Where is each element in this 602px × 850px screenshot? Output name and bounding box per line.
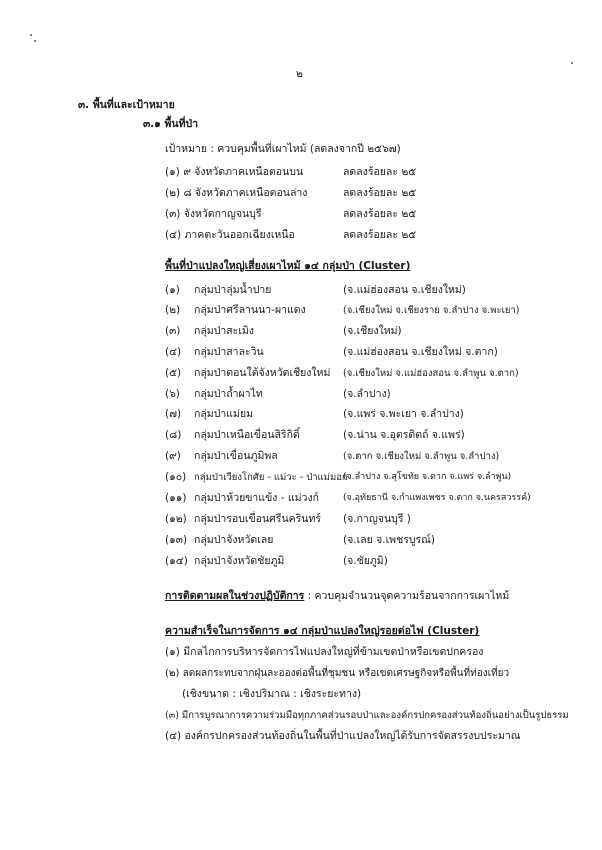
target-item-value: ลดลงร้อยละ ๒๕ [343,187,417,199]
page-number: ๒ [296,68,303,80]
cluster-name: กลุ่มป่าจังหวัดชัยภูมิ [194,555,285,567]
cluster-provinces: (จ.ลำปาง จ.สุโขทัย จ.ตาก จ.แพร่ จ.ลำพูน) [343,472,512,482]
success-item: (๔) องค์กรปกครองส่วนท้องถิ่นในพื้นที่ป่าแปลงใหญ่ได้รับการจัดสรรงบประมาณ [165,730,521,742]
cluster-number: (๕) [165,367,182,379]
monitoring-text: : ควบคุมจำนวนจุดความร้อนจากการเผาไหม้ [304,590,510,602]
cluster-name: กลุ่มป่าเหนือเขื่อนสิริกิติ์ [194,429,300,441]
success-heading: ความสำเร็จในการจัดการ ๑๔ กลุ่มป่าแปลงใหญ่รอยต่อไฟ (Cluster) [165,625,480,637]
target-item-value: ลดลงร้อยละ ๒๕ [343,166,417,178]
cluster-name: กลุ่มป่าสะเมิง [194,325,254,337]
success-item: (๒) ลดผลกระทบจากฝุ่นละอองต่อพื้นที่ชุมชน หรือเขตเศรษฐกิจหรือพื้นที่ท่องเที่ยว [165,668,510,679]
success-item: (๑) มีกลไกการบริหารจัดการไฟแปลงใหญ่ที่ข้ามเขตป่าหรือเขตปกครอง [165,646,484,658]
cluster-provinces: (จ.ลำปาง) [343,388,391,400]
cluster-number: (๑๒) [165,513,187,525]
cluster-number: (๒) [165,304,181,316]
target-item-value: ลดลงร้อยละ ๒๕ [343,208,417,220]
cluster-provinces: (จ.อุทัยธานี จ.กำแพงเพชร จ.ตาก จ.นครสวรรค์) [343,493,531,503]
cluster-name: กลุ่มป่าเวียงโกศัย - แม่วะ - ป่าแม่มอก [194,472,348,483]
cluster-number: (๑) [165,284,180,296]
cluster-provinces: (จ.ตาก จ.เชียงใหม่ จ.ลำพูน จ.ลำปาง) [343,451,500,462]
cluster-provinces: (จ.เชียงใหม่) [343,325,402,337]
cluster-provinces: (จ.แม่ฮ่องสอน จ.เชียงใหม่ จ.ตาก) [343,346,498,358]
target-item-name: (๒) ๘ จังหวัดภาคเหนือตอนล่าง [165,187,308,199]
monitoring-heading: การติดตามผลในช่วงปฏิบัติการ [165,590,305,602]
target-item-name: (๑) ๙ จังหวัดภาคเหนือตอนบน [165,166,304,178]
cluster-heading: พื้นที่ป่าแปลงใหญ่เสี่ยงเผาไหม้ ๑๔ กลุ่มป่า (Cluster) [165,260,411,272]
success-item: (เชิงขนาด : เชิงปริมาณ : เชิงระยะทาง) [182,688,362,700]
cluster-number: (๑๔) [165,555,188,567]
cluster-name: กลุ่มป่ารอบเขื่อนศรีนครินทร์ [194,513,322,525]
cluster-number: (๘) [165,429,182,441]
cluster-provinces: (จ.เชียงใหม่ จ.เชียงราย จ.ลำปาง จ.พะเยา) [343,305,520,316]
success-item: (๓) มีการบูรณาการความร่วมมือทุกภาคส่วนรอบป่าและองค์กรปกครองส่วนท้องถิ่นอย่างเป็นรูปธรรม [165,710,569,721]
cluster-number: (๖) [165,388,180,400]
cluster-number: (๑๐) [165,471,187,483]
target-item-name: (๔) ภาคตะวันออกเฉียงเหนือ [165,229,295,241]
monitoring-line [165,590,509,603]
cluster-provinces: (จ.เลย จ.เพชรบูรณ์) [343,534,436,546]
cluster-number: (๓) [165,325,181,337]
cluster-number: (๑๑) [165,492,187,504]
cluster-number: (๙) [165,450,181,462]
cluster-name: กลุ่มป่าเขื่อนภูมิพล [194,450,278,462]
cluster-provinces: (จ.แม่ฮ่องสอน จ.เชียงใหม่) [343,284,466,296]
cluster-number: (๔) [165,346,182,358]
cluster-name: กลุ่มป่าสาละวิน [194,346,264,358]
target-label: เป้าหมาย : ควบคุมพื้นที่เผาไหม้ (ลดลงจากปี ๒๕๖๗) [165,143,401,155]
cluster-provinces: (จ.ชัยภูมิ) [343,555,388,567]
cluster-name: กลุ่มป่าลุ่มน้ำปาย [194,284,272,296]
scan-speck [30,34,32,36]
cluster-name: กลุ่มป่าศรีลานนา-ผาแดง [194,304,306,316]
cluster-name: กลุ่มป่าตอนใต้จังหวัดเชียงใหม่ [194,367,331,379]
cluster-provinces: (จ.แพร่ จ.พะเยา จ.ลำปาง) [343,408,464,420]
cluster-name: กลุ่มป่าแม่ยม [194,408,254,420]
cluster-name: กลุ่มป่าจังหวัดเลย [194,534,274,546]
cluster-provinces: (จ.เชียงใหม่ จ.แม่ฮ่องสอน จ.ลำพูน จ.ตาก) [343,368,519,379]
cluster-provinces: (จ.กาญจนบุรี ) [343,513,411,525]
cluster-number: (๗) [165,408,182,420]
cluster-name: กลุ่มป่าห้วยขาแข้ง - แม่วงก์ [194,492,319,504]
cluster-provinces: (จ.น่าน จ.อุตรดิตถ์ จ.แพร่) [343,429,465,441]
scan-speck [571,62,573,64]
target-item-name: (๓) จังหวัดกาญจนบุรี [165,208,262,220]
scan-speck [34,40,36,42]
subsection-heading: ๓.๑ พื้นที่ป่า [143,118,199,130]
cluster-name: กลุ่มป่าถ้ำผาไท [194,388,263,400]
target-item-value: ลดลงร้อยละ ๒๕ [343,229,417,241]
cluster-number: (๑๓) [165,534,188,546]
section-heading: ๓. พื้นที่และเป้าหมาย [78,99,175,111]
